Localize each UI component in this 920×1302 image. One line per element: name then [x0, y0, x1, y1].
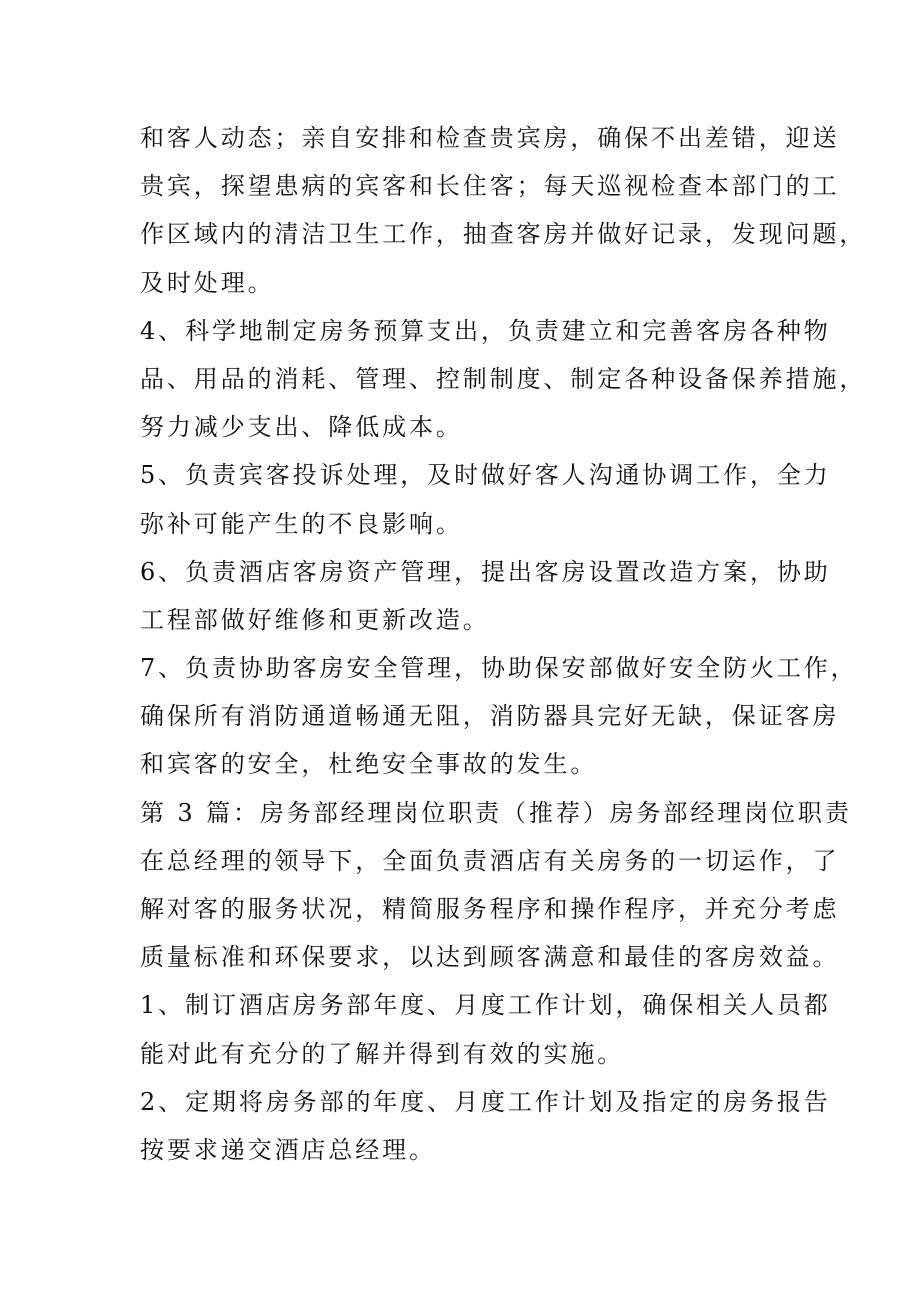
text-line: 品、用品的消耗、管理、控制制度、制定各种设备保养措施， — [140, 364, 867, 393]
text-line: 及时处理。 — [140, 268, 275, 297]
text-line: 5、负责宾客投诉处理，及时做好客人沟通协调工作，全力 — [140, 461, 831, 490]
text-line: 在总经理的领导下，全面负责酒店有关房务的一切运作，了 — [140, 846, 840, 875]
text-line: 作区域内的清洁卫生工作，抽查客房并做好记录，发现问题， — [140, 220, 867, 249]
section-heading-line: 第 3 篇：房务部经理岗位职责（推荐）房务部经理岗位职责 — [140, 798, 852, 827]
text-line: 和客人动态；亲自安排和检查贵宾房，确保不出差错，迎送 — [140, 124, 840, 152]
text-line: 1、制订酒店房务部年度、月度工作计划，确保相关人员都 — [140, 991, 831, 1020]
text-line: 贵宾，探望患病的宾客和长住客；每天巡视检查本部门的工 — [140, 172, 840, 201]
text-line: 确保所有消防通道畅通无阻，消防器具完好无缺，保证客房 — [140, 702, 840, 731]
text-line: 和宾客的安全，杜绝安全事故的发生。 — [140, 750, 598, 779]
text-line: 努力减少支出、降低成本。 — [140, 413, 463, 442]
text-line: 工程部做好维修和更新改造。 — [140, 605, 490, 634]
text-line: 解对客的服务状况，精简服务程序和操作程序，并充分考虑 — [140, 895, 840, 923]
text-line: 按要求递交酒店总经理。 — [140, 1135, 436, 1164]
text-line: 7、负责协助客房安全管理，协助保安部做好安全防火工作， — [140, 654, 858, 683]
text-line: 弥补可能产生的不良影响。 — [140, 509, 463, 538]
document-body — [140, 114, 867, 1174]
text-line: 4、科学地制定房务预算支出，负责建立和完善客房各种物 — [140, 316, 831, 345]
text-line: 2、定期将房务部的年度、月度工作计划及指定的房务报告 — [140, 1087, 831, 1116]
text-line: 质量标准和环保要求，以达到顾客满意和最佳的客房效益。 — [140, 943, 840, 972]
text-line: 6、负责酒店客房资产管理，提出客房设置改造方案，协助 — [140, 557, 831, 586]
text-line: 能对此有充分的了解并得到有效的实施。 — [140, 1039, 625, 1068]
